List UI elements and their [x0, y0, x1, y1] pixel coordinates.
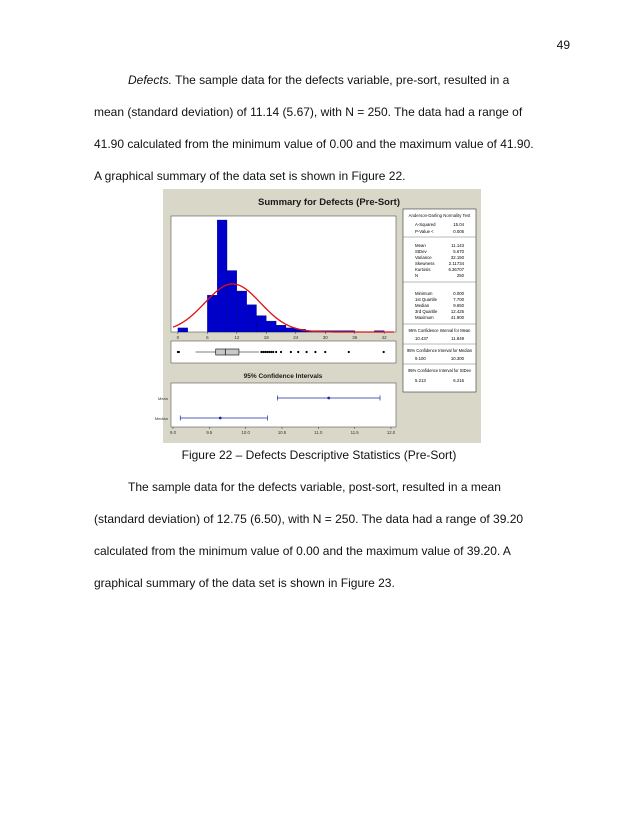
- ci-mean-title: 95% Confidence Interval for Mean: [408, 328, 471, 333]
- ci-point: [219, 417, 222, 420]
- boxplot-outlier: [297, 351, 299, 353]
- histogram-bar: [217, 220, 227, 332]
- figure-caption: Figure 22 – Defects Descriptive Statistics (Pre-Sort): [181, 448, 457, 462]
- paragraph-line: graphical summary of the data set is shown in Figure 23.: [94, 576, 395, 590]
- stat-label: Kurtosis: [415, 267, 431, 272]
- stat-label: Variance: [415, 255, 432, 260]
- ci-stdev-title: 95% Confidence Interval for StDev: [408, 368, 471, 373]
- stats-panel: [403, 209, 476, 392]
- stat-label: 1st Quartile: [415, 297, 437, 302]
- stat-label: StDev: [415, 249, 427, 254]
- ci-tick-label: 10.5: [277, 430, 287, 435]
- stat-value: 2.11734: [448, 261, 464, 266]
- figure-22: [154, 189, 481, 443]
- paragraph-line: (standard deviation) of 12.75 (6.50), with N = 250. The data had a range of 39.20: [94, 512, 524, 526]
- boxplot-outlier: [383, 351, 385, 353]
- histogram-bar: [207, 295, 217, 332]
- stat-value: 0.005: [453, 229, 464, 234]
- stat-value: 12.425: [450, 309, 464, 314]
- paragraph-text: The sample data for the defects variable, pre-sort, resulted in a: [172, 73, 510, 87]
- boxplot-outlier: [178, 351, 180, 353]
- boxplot-outlier: [280, 351, 282, 353]
- boxplot-outlier: [272, 351, 274, 353]
- histogram-tick-label: 18: [263, 335, 269, 340]
- ci-tick-label: 11.0: [314, 430, 323, 435]
- stat-value: 250: [456, 273, 464, 278]
- summary-chart: [154, 189, 481, 443]
- stat-label: Median: [415, 303, 430, 308]
- chart-title: Summary for Defects (Pre-Sort): [257, 197, 401, 208]
- ci-tick-label: 9.5: [206, 430, 213, 435]
- ci-label-median: Median: [154, 416, 168, 421]
- ci-tick-label: 9.0: [170, 430, 176, 435]
- boxplot-outlier: [262, 351, 264, 353]
- stat-value: 6.36707: [448, 267, 464, 272]
- stat-label: Maximum: [415, 315, 434, 320]
- paragraph-line: 41.90 calculated from the minimum value of 0.00 and the maximum value of 41.90.: [94, 137, 534, 151]
- paragraph-line: A graphical summary of the data set is shown in Figure 22.: [94, 169, 406, 183]
- histogram-tick-label: 30: [322, 335, 328, 340]
- histogram-tick-label: 0: [176, 335, 180, 340]
- ci-label-mean: Mean: [157, 396, 168, 401]
- stat-value: 32.150: [450, 255, 464, 260]
- ci-median-high: 10.300: [450, 356, 464, 361]
- ci-stdev-low: 5.213: [415, 378, 426, 383]
- stat-label: A-Squared: [415, 222, 436, 227]
- ci-tick-label: 12.0: [386, 430, 396, 435]
- page-number: 49: [556, 38, 570, 52]
- ci-stdev-high: 6.216: [453, 378, 464, 383]
- boxplot-outlier: [270, 351, 272, 353]
- histogram-bar: [256, 316, 266, 332]
- histogram-tick-label: 42: [381, 335, 387, 340]
- stat-value: 0.000: [453, 291, 464, 296]
- ci-mean-high: 11.849: [451, 336, 464, 341]
- stat-value: 11.143: [451, 243, 464, 248]
- ci-median-low: 9.100: [415, 356, 426, 361]
- stat-value: 15.04: [453, 222, 464, 227]
- boxplot-outlier: [260, 351, 262, 353]
- stat-label: P-Value <: [415, 229, 434, 234]
- stat-label: Minimum: [415, 291, 433, 296]
- boxplot-outlier: [324, 351, 326, 353]
- histogram-tick-label: 24: [293, 335, 299, 340]
- histogram-bar: [237, 291, 247, 332]
- stat-label: Skewness: [415, 261, 435, 266]
- boxplot-outlier: [266, 351, 268, 353]
- stat-label: Mean: [415, 243, 426, 248]
- paragraph-defects-pre-sort: [94, 64, 564, 192]
- ci-mean-low: 10.437: [415, 336, 429, 341]
- paragraph-line: The sample data for the defects variable, post-sort, resulted in a mean: [128, 480, 501, 494]
- ci-panel-title: 95% Confidence Intervals: [243, 373, 323, 380]
- stat-value: 41.900: [450, 315, 464, 320]
- histogram-bar: [276, 325, 286, 332]
- paragraph-line: calculated from the minimum value of 0.00 and the maximum value of 39.20. A: [94, 544, 511, 558]
- normality-test-title: Anderson-Darling Normality Test: [408, 213, 471, 218]
- histogram-tick-label: 6: [206, 335, 209, 340]
- ci-median-title: 95% Confidence Interval for Median: [406, 348, 473, 353]
- boxplot-outlier: [275, 351, 277, 353]
- histogram-bar: [266, 321, 276, 332]
- section-lead-in: Defects.: [128, 73, 173, 87]
- stats-table: [403, 209, 476, 392]
- histogram-bar: [227, 271, 237, 332]
- boxplot-outlier: [305, 351, 307, 353]
- boxplot-outlier: [314, 351, 316, 353]
- boxplot-outlier: [268, 351, 270, 353]
- paragraph-line: mean (standard deviation) of 11.14 (5.67), with N = 250. The data had a range of: [94, 105, 523, 119]
- boxplot-outlier: [290, 351, 292, 353]
- stat-value: 9.650: [453, 303, 464, 308]
- stat-label: 3rd Quartile: [415, 309, 438, 314]
- histogram-tick-label: 12: [234, 335, 240, 340]
- ci-point: [327, 397, 330, 400]
- stat-value: 5.670: [453, 249, 464, 254]
- stat-value: 7.700: [453, 297, 464, 302]
- ci-tick-label: 10.0: [241, 430, 250, 435]
- histogram-tick-label: 36: [352, 335, 358, 340]
- histogram-bar: [247, 305, 257, 332]
- histogram-panel: [171, 216, 396, 332]
- boxplot-outlier: [348, 351, 350, 353]
- paragraph-defects-post-sort: [94, 471, 564, 599]
- ci-panel: [171, 383, 396, 427]
- ci-tick-label: 11.5: [350, 430, 359, 435]
- boxplot-box: [216, 349, 239, 355]
- paragraph-line: [94, 64, 564, 96]
- histogram-bar: [178, 328, 188, 332]
- stat-label: N: [415, 273, 419, 278]
- boxplot-outlier: [264, 351, 266, 353]
